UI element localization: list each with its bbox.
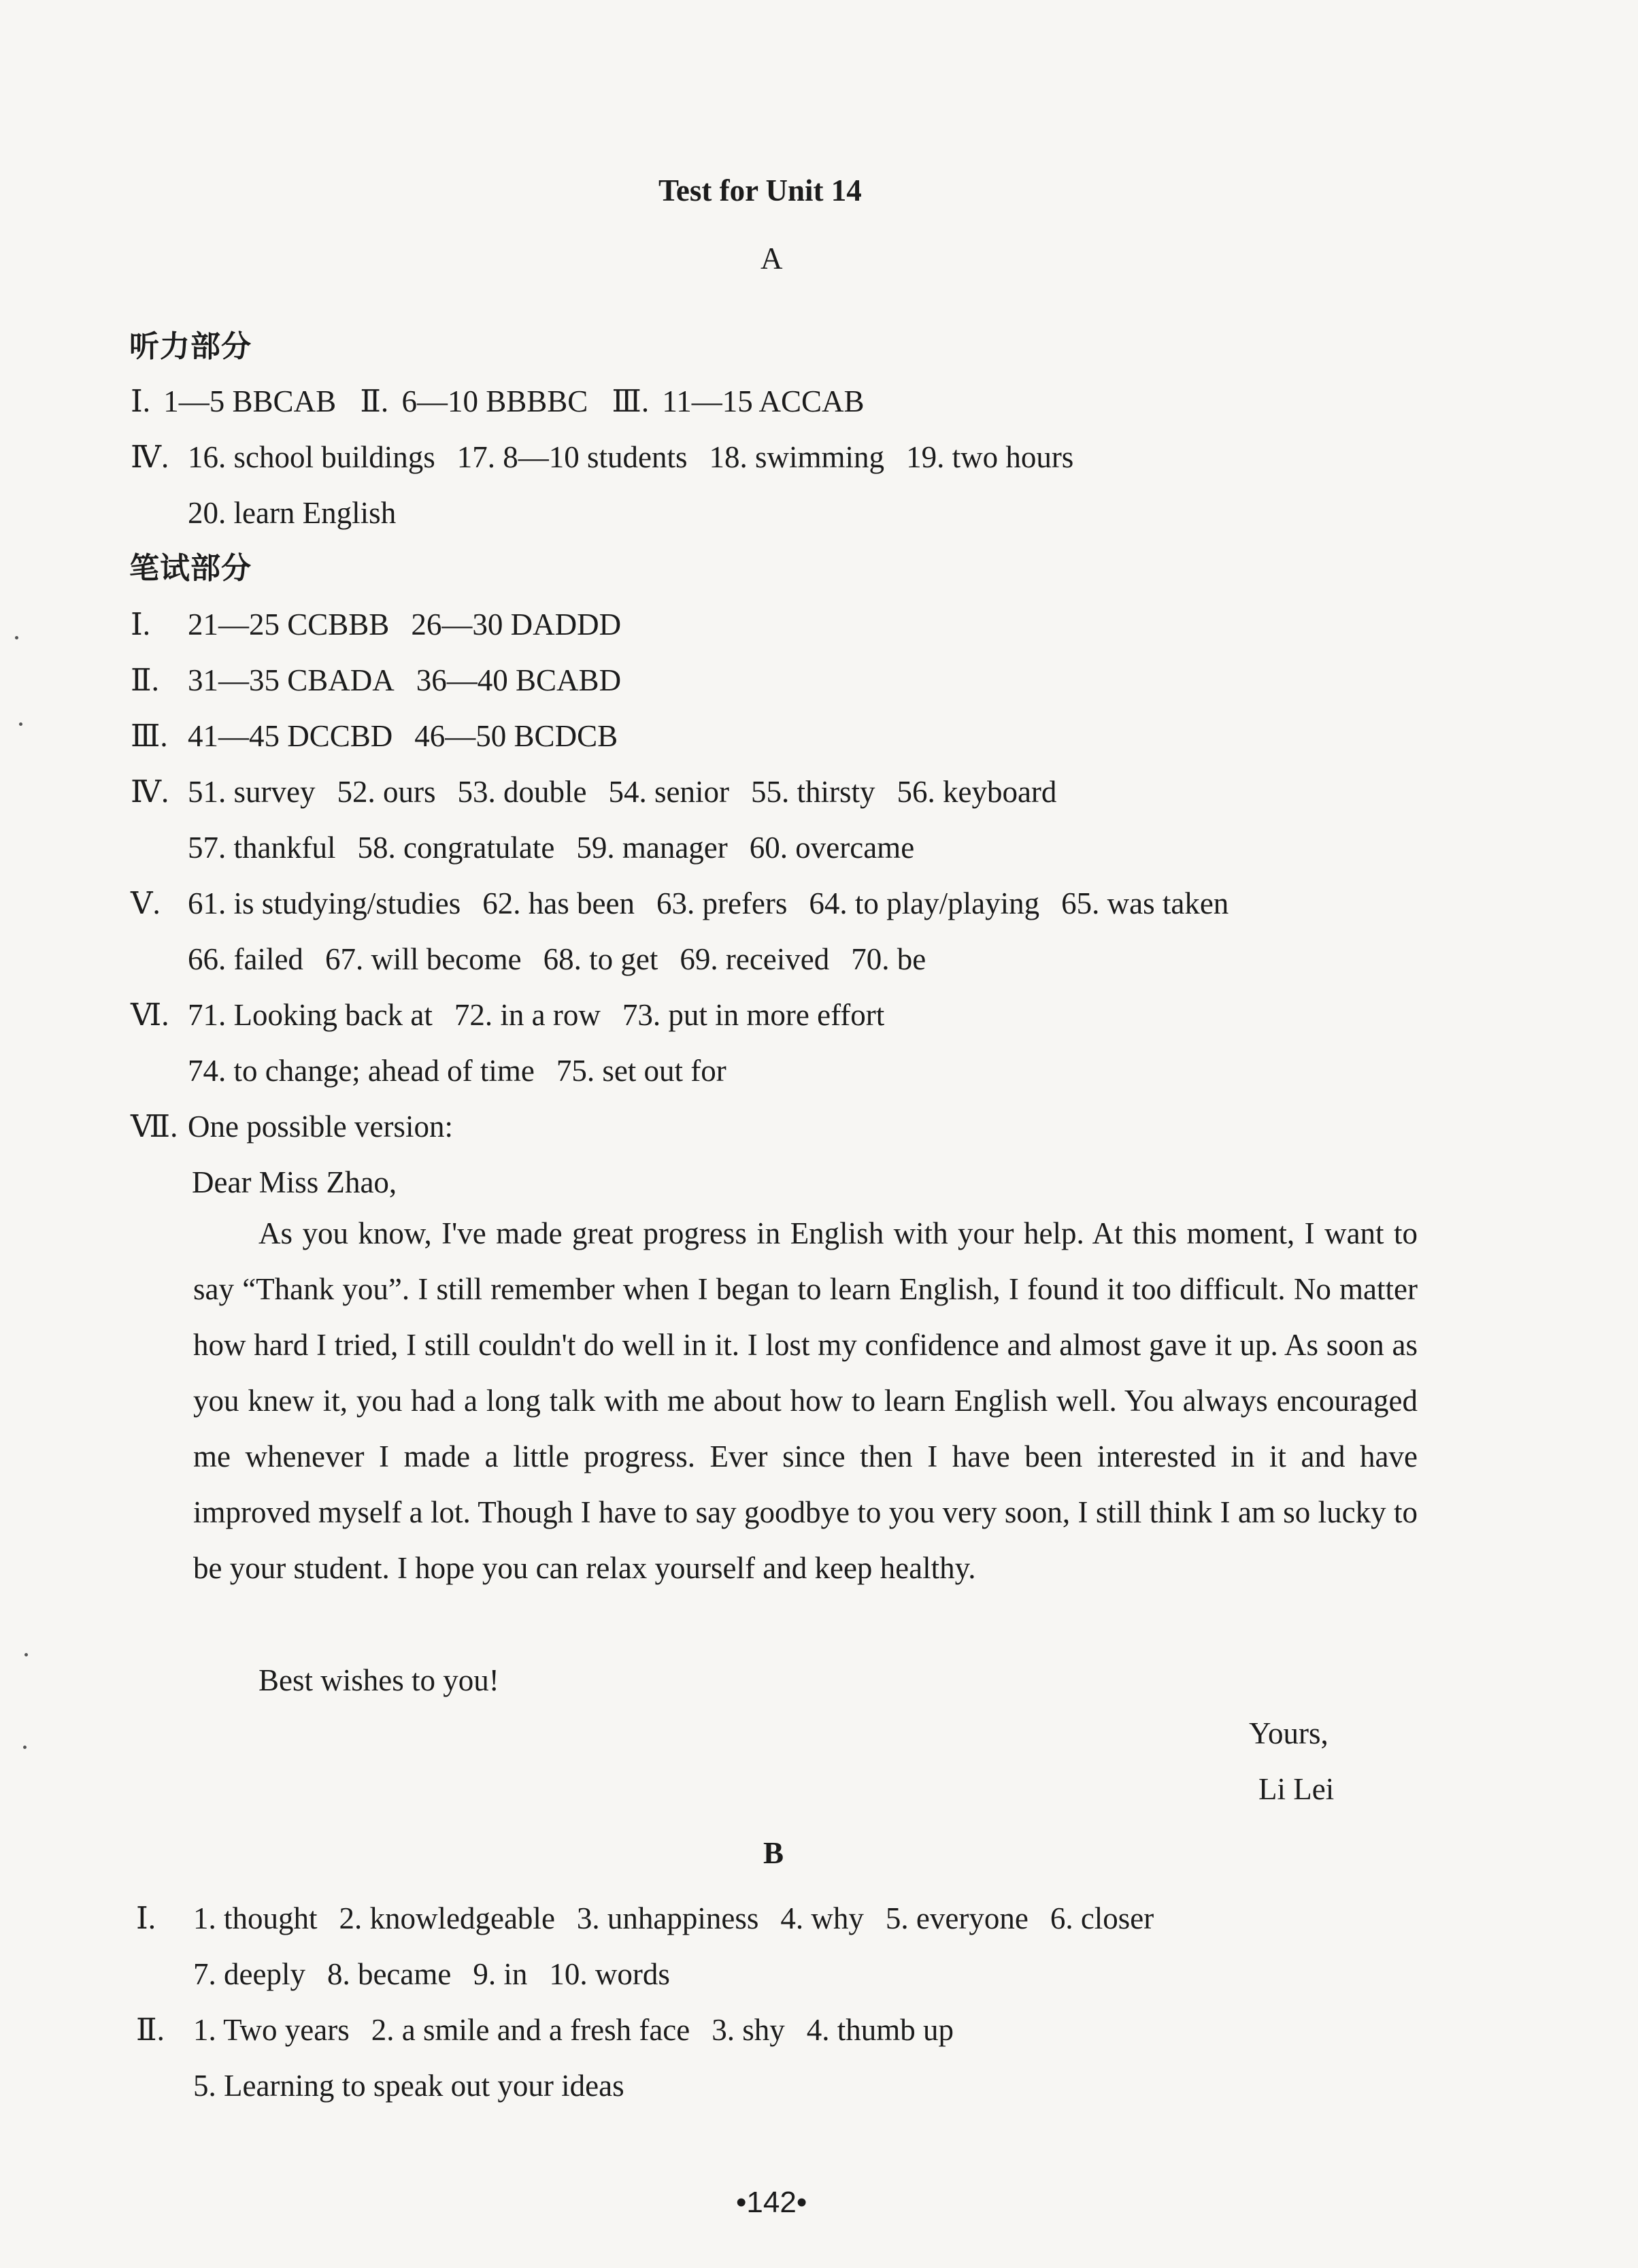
writing-vi-line-2 — [188, 1050, 726, 1091]
answer-58: 58. congratulate — [357, 831, 555, 865]
b-answer-6: 6. closer — [1050, 1901, 1154, 1935]
letter-signature: Li Lei — [1258, 1772, 1335, 1806]
part-b-label: B — [763, 1836, 784, 1870]
answer-64: 64. to play/playing — [809, 886, 1040, 920]
answer-59: 59. manager — [576, 831, 728, 865]
answer-55: 55. thirsty — [750, 775, 875, 809]
answer-66: 66. failed — [188, 942, 303, 976]
answer-69: 69. received — [680, 942, 830, 976]
roman-iv: Ⅳ. — [131, 440, 169, 474]
answer-62: 62. has been — [482, 886, 635, 920]
answers-11-15: 11—15 ACCAB — [662, 384, 865, 418]
writing-vi-line-1 — [131, 995, 884, 1035]
roman-b-i: Ⅰ. — [136, 1901, 156, 1935]
roman-vii: Ⅶ. — [131, 1110, 178, 1144]
answer-60: 60. overcame — [749, 831, 915, 865]
letter-closing: Best wishes to you! — [258, 1663, 499, 1697]
scan-speck — [24, 1653, 28, 1656]
b-ii-answer-1: 1. Two years — [193, 2013, 350, 2047]
answer-56: 56. keyboard — [897, 775, 1057, 809]
listening-iv-line-1 — [131, 437, 1073, 478]
writing-iv-line-1 — [131, 771, 1056, 812]
roman-vi: Ⅵ. — [131, 998, 169, 1032]
answer-18: 18. swimming — [709, 440, 885, 474]
b-answer-8: 8. became — [327, 1957, 452, 1991]
answer-65: 65. was taken — [1061, 886, 1229, 920]
answer-72: 72. in a row — [454, 998, 601, 1032]
roman-v: Ⅴ. — [131, 886, 161, 920]
b-answer-1: 1. thought — [193, 1901, 318, 1935]
answer-54: 54. senior — [608, 775, 729, 809]
answer-67: 67. will become — [324, 942, 522, 976]
roman-iv-writing: Ⅳ. — [131, 775, 169, 809]
writing-vii-line — [131, 1106, 453, 1147]
b-answer-9: 9. in — [473, 1957, 528, 1991]
answer-75: 75. set out for — [556, 1054, 726, 1088]
writing-iv-line-2 — [188, 827, 914, 868]
listening-line-1 — [131, 381, 865, 422]
b-ii-answer-5: 5. Learning to speak out your ideas — [193, 2069, 624, 2103]
answers-31-35: 31—35 CBADA — [188, 663, 395, 697]
answer-17: 17. 8—10 students — [456, 440, 688, 474]
roman-ii: Ⅱ. — [131, 663, 159, 697]
b-answer-7: 7. deeply — [193, 1957, 305, 1991]
roman-2: Ⅱ. — [360, 384, 389, 418]
answer-73: 73. put in more effort — [622, 998, 885, 1032]
b-answer-3: 3. unhappiness — [576, 1901, 759, 1935]
sample-intro: One possible version: — [188, 1110, 453, 1144]
listening-heading: 听力部分 — [129, 329, 252, 364]
b-ii-answer-4: 4. thumb up — [806, 2013, 954, 2047]
writing-heading: 笔试部分 — [129, 551, 252, 586]
page-number: •142• — [736, 2186, 807, 2219]
answers-6-10: 6—10 BBBBC — [401, 384, 588, 418]
answer-71: 71. Looking back at — [188, 998, 433, 1032]
part-b-i-line-2 — [193, 1954, 670, 1995]
roman-i: Ⅰ. — [131, 607, 151, 641]
roman-3: Ⅲ. — [612, 384, 650, 418]
answers-1-5: 1—5 BBCAB — [163, 384, 337, 418]
answer-63: 63. prefers — [656, 886, 788, 920]
b-answer-2: 2. knowledgeable — [339, 1901, 555, 1935]
b-ii-answer-3: 3. shy — [712, 2013, 785, 2047]
scan-speck — [15, 636, 18, 639]
b-answer-5: 5. everyone — [885, 1901, 1029, 1935]
answer-16: 16. school buildings — [188, 440, 435, 474]
writing-ii-line — [131, 660, 621, 701]
writing-iii-line — [131, 716, 618, 756]
answer-68: 68. to get — [543, 942, 658, 976]
roman-b-ii: Ⅱ. — [136, 2013, 165, 2047]
answer-70: 70. be — [851, 942, 926, 976]
b-answer-10: 10. words — [549, 1957, 670, 1991]
b-ii-answer-2: 2. a smile and a fresh face — [371, 2013, 690, 2047]
answers-26-30: 26—30 DADDD — [411, 607, 622, 641]
answer-20: 20. learn English — [188, 496, 397, 530]
roman-iii: Ⅲ. — [131, 719, 168, 753]
answer-53: 53. double — [457, 775, 587, 809]
answer-19: 19. two hours — [906, 440, 1074, 474]
answers-36-40: 36—40 BCABD — [416, 663, 622, 697]
part-a-label: A — [760, 241, 783, 276]
page-title: Test for Unit 14 — [658, 173, 862, 207]
letter-salutation: Dear Miss Zhao, — [192, 1165, 397, 1199]
writing-i-line — [131, 604, 621, 645]
writing-v-line-2 — [188, 939, 926, 980]
answer-57: 57. thankful — [188, 831, 336, 865]
answer-52: 52. ours — [337, 775, 436, 809]
answer-51: 51. survey — [188, 775, 316, 809]
answer-74: 74. to change; ahead of time — [188, 1054, 535, 1088]
letter-yours: Yours, — [1249, 1716, 1328, 1750]
part-b-i-line-1 — [136, 1898, 1154, 1939]
answers-41-45: 41—45 DCCBD — [188, 719, 393, 753]
scan-speck — [23, 1746, 27, 1749]
b-answer-4: 4. why — [780, 1901, 864, 1935]
scan-speck — [19, 722, 22, 726]
roman-1: Ⅰ. — [131, 384, 151, 418]
letter-body: As you know, I've made great progress in English with your help. At this moment, I want to say “Thank you”. I still remember when I began to learn English, I found it too difficult. No matter how hard I tried, I still couldn't do well in it. I lost my confidence and almost gave it up. As soon as you knew it, you had a long talk with me about how to learn English well. You always encouraged me whenever I made a little progress. Ever since then I have been interested in it and have improved myself a lot. Though I have to say goodbye to you very soon, I still think I am so lucky to be your student. I hope you can relax yourself and keep healthy. — [193, 1216, 1418, 1585]
answers-46-50: 46—50 BCDCB — [414, 719, 618, 753]
answers-21-25: 21—25 CCBBB — [188, 607, 390, 641]
writing-v-line-1 — [131, 883, 1228, 924]
part-b-ii-line-1 — [136, 2009, 954, 2050]
answer-61: 61. is studying/studies — [188, 886, 461, 920]
